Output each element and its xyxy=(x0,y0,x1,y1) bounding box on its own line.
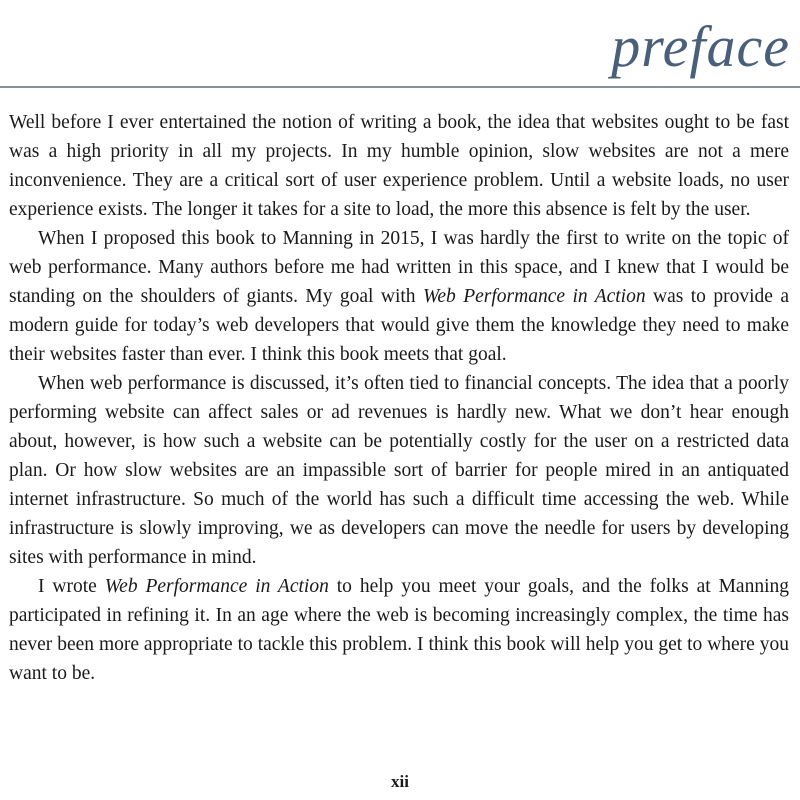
paragraph-4 xyxy=(9,572,789,688)
page-number: xii xyxy=(391,772,409,791)
paragraph-4-text-b: to help you meet your goals, and the folks at Manning participated in refining it. In an age where the web is becoming increasingly complex, the time has never been more appropriate to tackle this problem. I think this book will help you get to where you want to be. xyxy=(9,576,789,684)
paragraph-3-text: When web performance is discussed, it’s often tied to financial concepts. The idea that a poorly performing website can affect sales or ad revenues is hardly new. What we don’t hear enough about, however, is how such a website can be potentially costly for the user on a restricted data plan. Or how slow websites are an impassible sort of barrier for people mired in an antiquated internet infrastructure. So much of the world has such a difficult time accessing the web. While infrastructure is slowly improving, we as developers can move the needle for users by developing sites with performance in mind. xyxy=(9,373,789,568)
book-title-italic: Web Performance in Action xyxy=(422,286,646,307)
chapter-title: preface xyxy=(611,14,790,79)
header-rule xyxy=(0,86,800,88)
paragraph-4-text-a: I wrote xyxy=(38,576,105,597)
paragraph-2 xyxy=(9,224,789,369)
preface-body xyxy=(9,108,789,688)
paragraph-3 xyxy=(9,369,789,572)
paragraph-1 xyxy=(9,108,789,224)
paragraph-1-text: Well before I ever entertained the notion of writing a book, the idea that websites ought to be fast was a high priority in all my projects. In my humble opinion, slow websites are not a mere inconvenience. They are a critical sort of user experience problem. Until a website loads, no user experience exists. The longer it takes for a site to load, the more this absence is felt by the user. xyxy=(9,112,789,220)
paragraph-2-text-a: When I proposed this book to Manning in 2015, I was hardly the first to write on the topic of web performance. Many authors before me had written in this space, and I knew that I would be standing on the shoulders of giants. My goal with xyxy=(9,228,789,307)
book-title-italic: Web Performance in Action xyxy=(104,576,329,597)
paragraph-2-text-b: was to provide a modern guide for today’s web developers that would give them the knowledge they need to make their websites faster than ever. I think this book meets that goal. xyxy=(9,286,789,365)
